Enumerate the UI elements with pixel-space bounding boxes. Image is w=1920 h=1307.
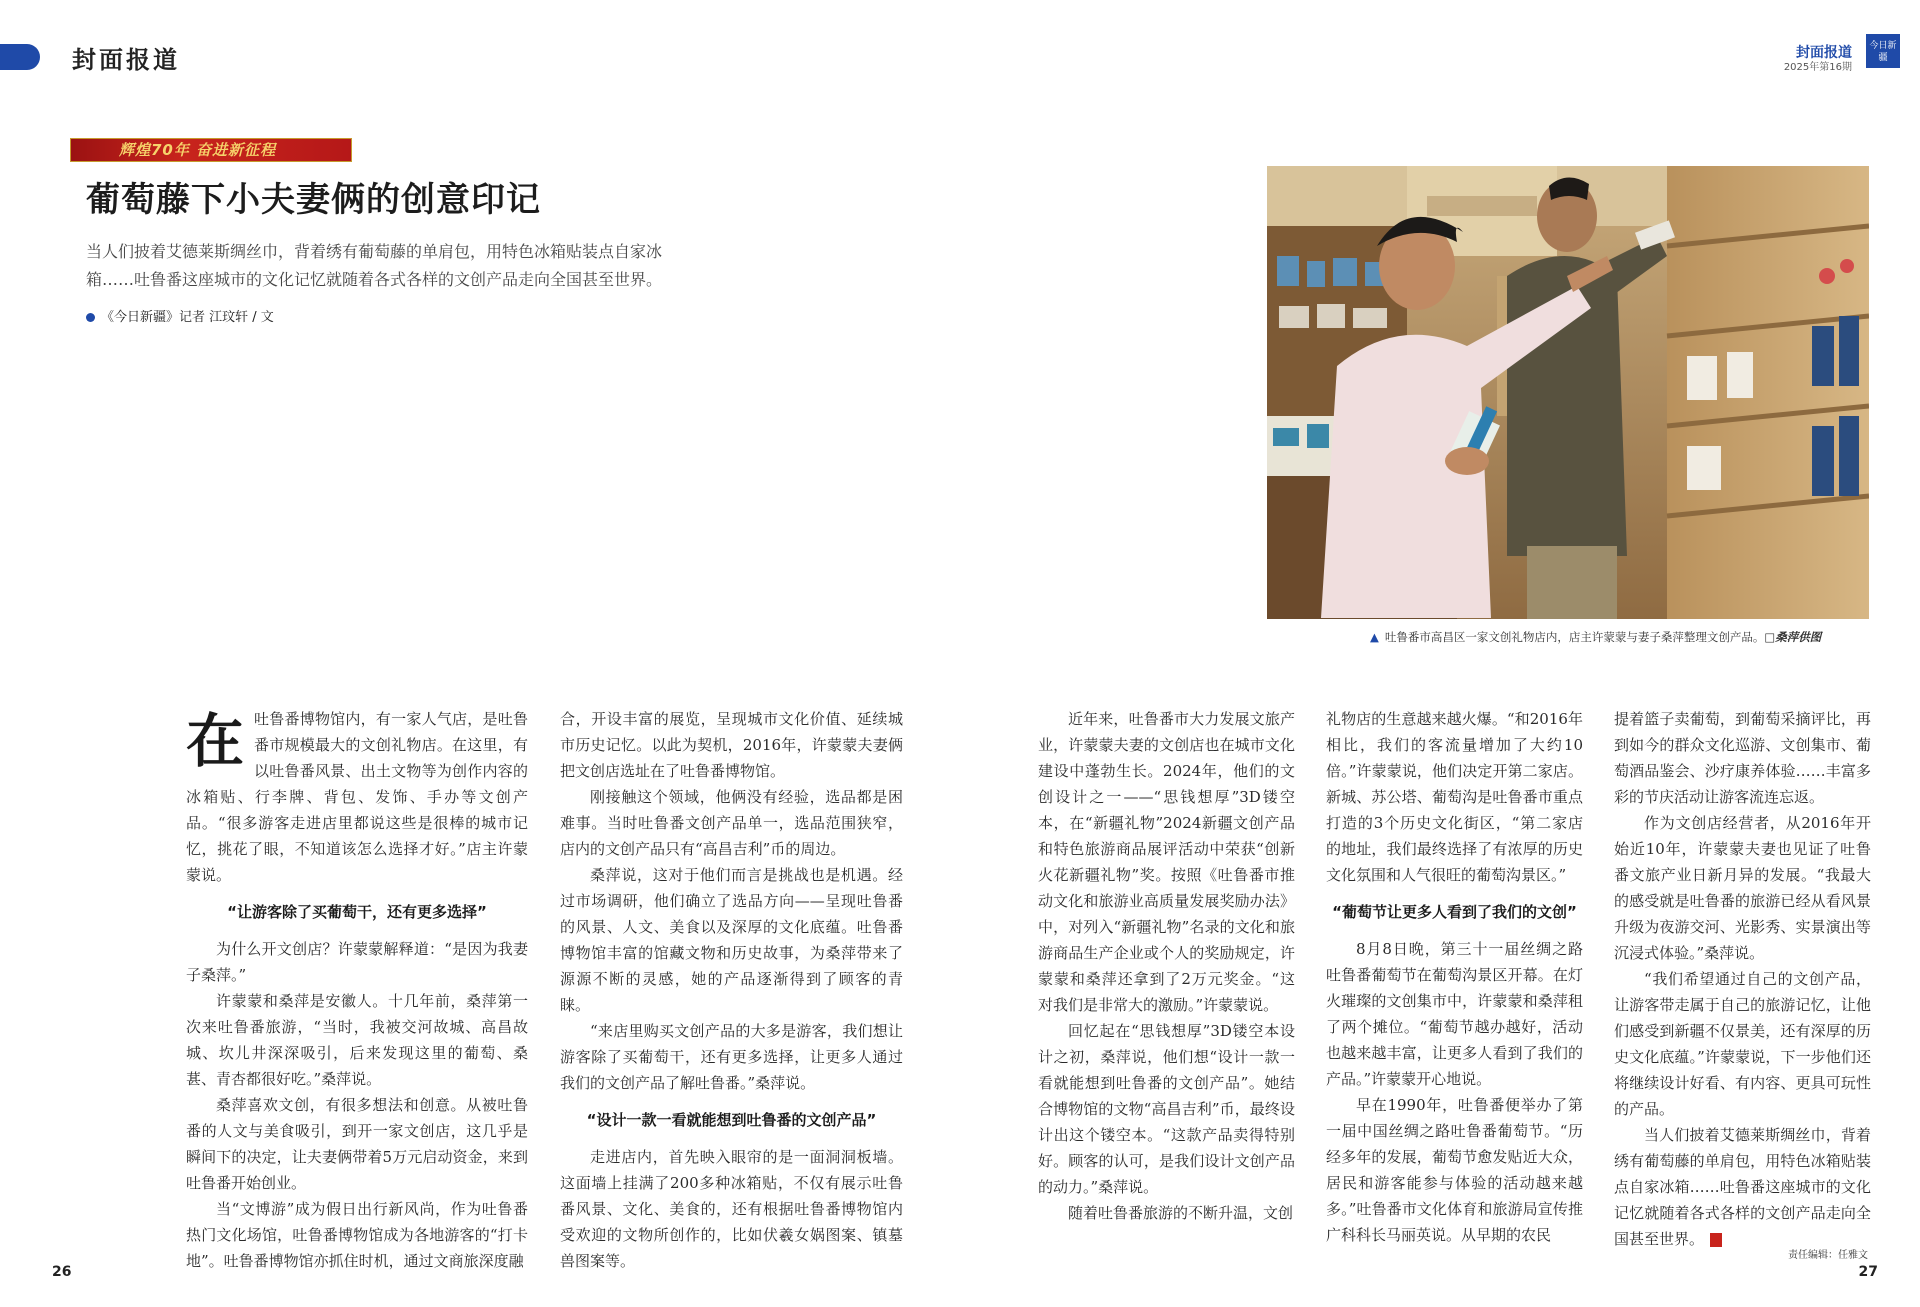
paragraph	[1614, 1122, 1871, 1252]
paragraph: 早在1990年，吐鲁番便举办了第一届中国丝绸之路吐鲁番葡萄节。“历经多年的发展，葡萄节愈发贴近大众，居民和游客能参与体验的活动越来越多。”吐鲁番市文化体育和旅游局宣传推广科科长马丽英说。从早期的农民	[1326, 1096, 1583, 1244]
subheading: “设计一款一看就能想到吐鲁番的文创产品”	[586, 1111, 877, 1129]
magazine-logo: 今日新疆	[1866, 34, 1900, 68]
running-header-title: 封面报道	[1796, 45, 1852, 61]
article-photo	[1267, 166, 1869, 619]
paragraph: 近年来，吐鲁番市大力发展文旅产业，许蒙蒙夫妻的文创店也在城市文化建设中蓬勃生长。2024年，他们的文创设计之一——“思钱想厚”3D镂空本，在“新疆礼物”2024新疆文创产品和特色旅游商品展评活动中荣获“创新火花新疆礼物”奖。按照《吐鲁番市推动文化和旅游业高质量发展奖励办法》中，对列入“新疆礼物”名录的文化和旅游商品生产企业或个人的奖励规定，许蒙蒙和桑萍还拿到了2万元奖金。“这对我们是非常大的激励。”许蒙蒙说。	[1038, 710, 1295, 1014]
section-title: 封面报道	[72, 45, 180, 74]
article-headline: 葡萄藤下小夫妻俩的创意印记	[86, 180, 541, 220]
paragraph: 吐鲁番博物馆内，有一家人气店，是吐鲁番市规模最大的文创礼物店。在这里，有以吐鲁番风景、出土文物等为创作内容的冰箱贴、行李牌、背包、发饰、手办等文创产品。“很多游客走进店里都说这些是很棒的城市记忆，挑花了眼，不知道该怎么选择才好。”店主许蒙蒙说。	[186, 710, 528, 884]
body-column-5	[1614, 706, 1871, 1252]
subheading: “让游客除了买葡萄干，还有更多选择”	[227, 903, 487, 921]
paragraph: 礼物店的生意越来越火爆。“和2016年相比，我们的客流量增加了大约10倍。”许蒙蒙说，他们决定开第二家店。新城、苏公塔、葡萄沟是吐鲁番市重点打造的3个历史文化街区，“第二家店的地址，我们最终选择了有浓厚的历史文化氛围和人气很旺的葡萄沟景区。”	[1326, 710, 1583, 884]
caption-text: 吐鲁番市高昌区一家文创礼物店内，店主许蒙蒙与妻子桑萍整理文创产品。	[1384, 630, 1765, 644]
paragraph: 提着篮子卖葡萄，到葡萄采摘评比，再到如今的群众文化巡游、文创集市、葡萄酒品鉴会、沙疗康养体验……丰富多彩的节庆活动让游客流连忘返。	[1614, 710, 1871, 806]
anniversary-banner	[70, 138, 352, 162]
paragraph: 回忆起在“思钱想厚”3D镂空本设计之初，桑萍说，他们想“设计一款一看就能想到吐鲁番的文创产品”。她结合博物馆的文物“高昌吉利”币，最终设计出这个镂空本。“这款产品卖得特别好。顾客的认可，是我们设计文创产品的动力。”桑萍说。	[1038, 1022, 1295, 1196]
page-number-right: 27	[1858, 1264, 1878, 1280]
section-tab-marker	[0, 44, 40, 70]
paragraph: 随着吐鲁番旅游的不断升温，文创	[1068, 1204, 1294, 1222]
body-column-2	[560, 706, 903, 1274]
paragraph: 桑萍喜欢文创，有很多想法和创意。从被吐鲁番的人文与美食吸引，到开一家文创店，这几乎是瞬间下的决定，让夫妻俩带着5万元启动资金，来到吐鲁番开始创业。	[186, 1096, 528, 1192]
article-lede: 当人们披着艾德莱斯绸丝巾，背着绣有葡萄藤的单肩包，用特色冰箱贴装点自家冰箱……吐鲁番这座城市的文化记忆就随着各式各样的文创产品走向全国甚至世界。	[86, 242, 663, 289]
body-column-4	[1326, 706, 1583, 1248]
paragraph: 当“文博游”成为假日出行新风尚，作为吐鲁番热门文化场馆，吐鲁番博物馆成为各地游客的“打卡地”。吐鲁番博物馆亦抓住时机，通过文商旅深度融	[186, 1200, 528, 1270]
caption-triangle-icon: ▲	[1370, 630, 1379, 644]
banner-text: 辉煌70年 奋进新征程	[119, 141, 277, 159]
byline-dot-icon	[86, 313, 95, 322]
photo-caption	[1370, 629, 1821, 645]
byline	[86, 306, 274, 325]
paragraph: 作为文创店经营者，从2016年开始近10年，许蒙蒙夫妻也见证了吐鲁番文旅产业日新月异的发展。“我最大的感受就是吐鲁番的旅游已经从看风景升级为夜游交河、光影秀、实景演出等沉浸式体验。”桑萍说。	[1614, 814, 1871, 962]
paragraph: 许蒙蒙和桑萍是安徽人。十几年前，桑萍第一次来吐鲁番旅游，“当时，我被交河故城、高昌故城、坎儿井深深吸引，后来发现这里的葡萄、桑葚、青杏都很好吃。”桑萍说。	[186, 992, 528, 1088]
end-mark-icon	[1710, 1233, 1722, 1247]
paragraph: 走进店内，首先映入眼帘的是一面洞洞板墙。这面墙上挂满了200多种冰箱贴，不仅有展示吐鲁番风景、文化、美食的，还有根据吐鲁番博物馆内受欢迎的文物所创作的，比如伏羲女娲图案、镇墓兽图案等。	[560, 1148, 903, 1270]
issue-number: 2025年第16期	[1783, 62, 1852, 73]
body-column-1	[186, 706, 528, 1274]
photo-credit: □桑萍供图	[1764, 630, 1822, 644]
paragraph: 桑萍说，这对于他们而言是挑战也是机遇。经过市场调研，他们确立了选品方向——呈现吐鲁番的风景、人文、美食以及深厚的文化底蕴。吐鲁番博物馆丰富的馆藏文物和历史故事，为桑萍带来了源源不断的灵感，她的产品逐渐得到了顾客的青睐。	[560, 866, 903, 1014]
paragraph: 刚接触这个领域，他俩没有经验，选品都是困难事。当时吐鲁番文创产品单一，选品范围狭窄，店内的文创产品只有“高昌吉利”币的周边。	[560, 788, 903, 858]
editor-credit: 责任编辑：任雅文	[1788, 1250, 1868, 1261]
shop-scene-illustration	[1267, 166, 1869, 619]
paragraph: “我们希望通过自己的文创产品，让游客带走属于自己的旅游记忆，让他们感受到新疆不仅景美，还有深厚的历史文化底蕴。”许蒙蒙说，下一步他们还将继续设计好看、有内容、更具可玩性的产品。	[1614, 970, 1871, 1118]
paragraph: 合，开设丰富的展览，呈现城市文化价值、延续城市历史记忆。以此为契机，2016年，许蒙蒙夫妻俩把文创店选址在了吐鲁番博物馆。	[560, 710, 903, 780]
subheading: “葡萄节让更多人看到了我们的文创”	[1332, 903, 1577, 921]
body-column-3	[1038, 706, 1295, 1226]
page-number-left: 26	[52, 1264, 72, 1280]
paragraph: “来店里购买文创产品的大多是游客，我们想让游客除了买葡萄干，还有更多选择，让更多人通过我们的文创产品了解吐鲁番。”桑萍说。	[560, 1022, 903, 1092]
paragraph: 为什么开文创店？许蒙蒙解释道：“是因为我妻子桑萍。”	[186, 940, 528, 984]
drop-cap: 在	[186, 707, 245, 775]
byline-text: 《今日新疆》记者 江玟轩 / 文	[101, 310, 274, 325]
paragraph: 8月8日晚，第三十一届丝绸之路吐鲁番葡萄节在葡萄沟景区开幕。在灯火璀璨的文创集市中，许蒙蒙和桑萍租了两个摊位。“葡萄节越办越好，活动也越来越丰富，让更多人看到了我们的产品。”许蒙蒙开心地说。	[1326, 940, 1583, 1088]
closing-text: 当人们披着艾德莱斯绸丝巾，背着绣有葡萄藤的单肩包，用特色冰箱贴装点自家冰箱……吐鲁番这座城市的文化记忆就随着各式各样的文创产品走向全国甚至世界。	[1614, 1126, 1871, 1248]
